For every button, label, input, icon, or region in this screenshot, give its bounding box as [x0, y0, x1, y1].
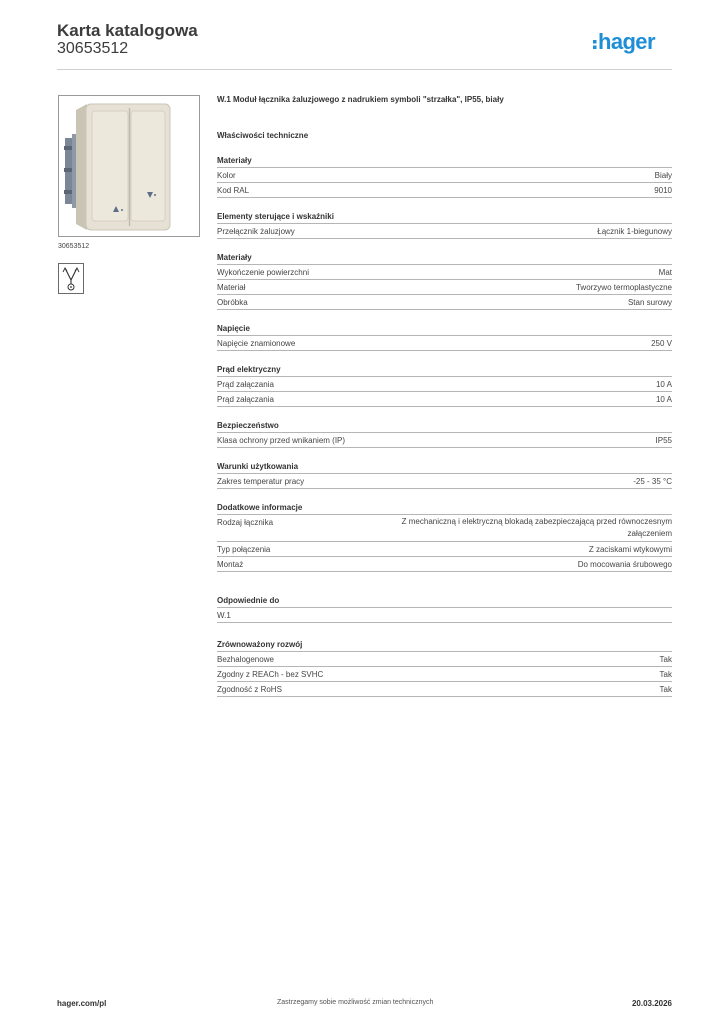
spec-group-title: Napięcie	[217, 322, 672, 336]
product-image-caption: 30653512	[58, 243, 90, 250]
spec-key: Prąd załączania	[217, 379, 274, 389]
spec-key: Zakres temperatur pracy	[217, 476, 305, 486]
spec-key: W.1	[217, 610, 231, 620]
spec-value: Tak	[659, 669, 672, 679]
spec-value: Mat	[658, 267, 672, 277]
sustainability-section	[217, 638, 672, 697]
spec-row	[217, 557, 672, 572]
spec-value: Biały	[654, 170, 672, 180]
sustainability-rows	[217, 652, 672, 697]
spec-key: Kolor	[217, 170, 236, 180]
spec-key: Zgodność z RoHS	[217, 684, 282, 694]
footer-date: 20.03.2026	[631, 999, 672, 1008]
spec-row	[217, 433, 672, 448]
spec-key: Zgodny z REACh - bez SVHC	[217, 669, 324, 679]
spec-key: Klasa ochrony przed wnikaniem (IP)	[217, 435, 346, 445]
hager-logo	[592, 28, 674, 56]
spec-group-title: Elementy sterujące i wskaźniki	[217, 210, 672, 224]
spec-key: Napięcie znamionowe	[217, 338, 296, 348]
compatible-rows	[217, 608, 672, 623]
spec-group	[217, 210, 672, 239]
footer-disclaimer: Zastrzegamy sobie możliwość zmian technicznych	[277, 999, 434, 1006]
spec-row	[217, 474, 672, 489]
spec-value: Łącznik 1-biegunowy	[597, 226, 672, 236]
spec-row	[217, 542, 672, 557]
spec-value: Stan surowy	[627, 297, 672, 307]
product-description: W.1 Moduł łącznika żaluzjowego z nadrukiem symboli "strzałka", IP55, biały	[217, 95, 504, 104]
spec-key: Wykończenie powierzchni	[217, 267, 309, 277]
spec-row	[217, 295, 672, 310]
spec-row	[217, 392, 672, 407]
sustainability-title: Zrównoważony rozwój	[217, 638, 672, 652]
spec-value: 250 V	[651, 338, 672, 348]
spec-row	[217, 336, 672, 351]
spec-key: Materiał	[217, 282, 246, 292]
document-title: Karta katalogowa	[57, 21, 198, 40]
spec-key: Przełącznik żaluzjowy	[217, 226, 295, 236]
header-divider	[57, 69, 672, 70]
spec-row	[217, 667, 672, 682]
spec-row	[217, 515, 672, 542]
spec-value: 10 A	[655, 394, 672, 404]
spec-value: 10 A	[655, 379, 672, 389]
spec-group	[217, 460, 672, 489]
spec-row	[217, 265, 672, 280]
spec-row	[217, 280, 672, 295]
spec-group	[217, 501, 672, 572]
spec-group	[217, 154, 672, 198]
spec-key: Montaż	[217, 559, 244, 569]
spec-key: Kod RAL	[217, 185, 250, 195]
spec-key: Typ połączenia	[217, 544, 271, 554]
spec-group-title: Materiały	[217, 154, 672, 168]
spec-key: Rodzaj łącznika	[217, 517, 274, 527]
spec-value: Z zaciskami wtykowymi	[588, 544, 672, 554]
spec-group-title: Warunki użytkowania	[217, 460, 672, 474]
compatible-title: Odpowiednie do	[217, 594, 672, 608]
footer-website: hager.com/pl	[57, 999, 107, 1008]
compatible-section	[217, 594, 672, 623]
spec-value: 9010	[654, 185, 672, 195]
spec-row	[217, 183, 672, 198]
spec-row	[217, 168, 672, 183]
spec-value: IP55	[655, 435, 672, 445]
technical-properties-heading: Właściwości techniczne	[217, 131, 309, 140]
spec-value: Do mocowania śrubowego	[577, 559, 672, 569]
spec-key: Bezhalogenowe	[217, 654, 274, 664]
spec-content	[217, 94, 672, 697]
spec-value: Z mechaniczną i elektryczną blokadą zabezpieczającą przed równoczesnym załączeniem	[401, 516, 672, 538]
spec-group	[217, 363, 672, 407]
spec-row	[217, 652, 672, 667]
spec-group-title: Prąd elektryczny	[217, 363, 672, 377]
shutter-switch-symbol-icon	[58, 263, 84, 294]
spec-value: Tak	[659, 684, 672, 694]
spec-value: -25 - 35 °C	[633, 476, 672, 486]
spec-row	[217, 377, 672, 392]
spec-groups	[217, 154, 672, 572]
spec-row	[217, 224, 672, 239]
spec-group-title: Materiały	[217, 251, 672, 265]
spec-group-title: Dodatkowe informacje	[217, 501, 672, 515]
spec-group	[217, 322, 672, 351]
spec-value: Tak	[659, 654, 672, 664]
spec-row	[217, 682, 672, 697]
spec-value: Tworzywo termoplastyczne	[575, 282, 672, 292]
spec-group	[217, 251, 672, 310]
product-image	[58, 95, 200, 237]
spec-group-title: Bezpieczeństwo	[217, 419, 672, 433]
spec-row	[217, 608, 672, 623]
spec-group	[217, 419, 672, 448]
logo-text: hager	[598, 29, 655, 54]
spec-key: Obróbka	[217, 297, 248, 307]
spec-key: Prąd załączania	[217, 394, 274, 404]
document-number: 30653512	[57, 40, 129, 57]
